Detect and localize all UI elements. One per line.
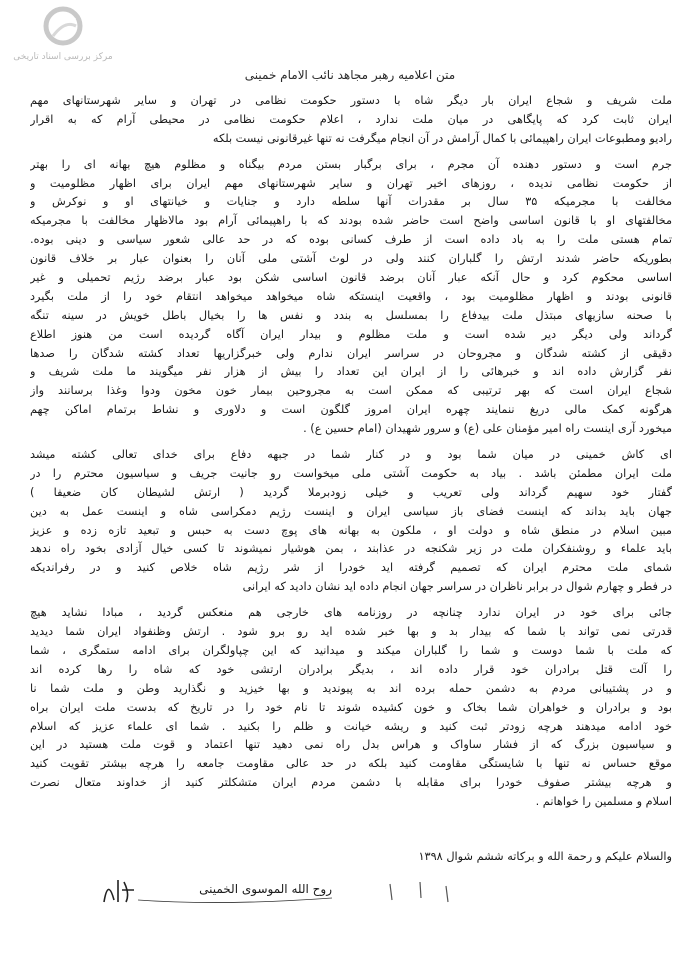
text-line: جرم است و دستور دهنده آن مجرم ، برای برگبار بستن مردم بیگناه و مظلوم هیچ بهانه ای را بهتر: [30, 157, 672, 171]
text-line: تمام هستی ملت را به باد داده است از طرف کسانی بوده که در حد عالی شعور سیاسی و دینی بوده.: [30, 233, 672, 247]
text-line: بود و برادران و خواهران شما بخاک و خون کشیده شوند تا نام خود را در تاریخ که بدست ملت ایران براه: [30, 700, 672, 714]
paragraph: [30, 446, 672, 597]
text-line: در فطر و چهارم شوال در برابر ناظران در سراسر جهان انجام داده اید نشان دادید که ایرانی: [242, 580, 672, 594]
archive-name: مرکز بررسی اسناد تاریخی: [13, 52, 113, 62]
text-line: و سیاسیون بزرگ که از فشار ساواک و هراس بدل راه نمی دهید تنها اعتماد و قوت ملت هستید در این: [30, 738, 672, 752]
text-line: شجاع ایران است که بهر ترتیبی که ممکن است به مجروحین بیمار خون مخون ودوا وغذا برسانند واز: [30, 384, 672, 398]
text-line: شمای ملت محترم ایران که تصمیم گرفته اید خودرا از شر رژیم شاه خلاص کنید و در رفراندیکه: [30, 561, 672, 575]
text-line: موقع حساس نه تنها با شایستگی مقاومت کنید بلکه در حد عالی مقاومت جامعه را هرچه بیشتر تقویت کنید: [30, 757, 672, 771]
signature-block: [100, 872, 340, 908]
text-line: جهان باید بداند که اینست فضای باز سیاسی ایران و اینست رژیم دمکراسی شاه و اینست عمل به دین: [30, 504, 672, 518]
text-line: از حکومت نظامی ندیده ، روزهای اخیر تهران و سایر شهرستانهای مهم ایران برای اظهار مظلومیت و: [30, 176, 672, 190]
paragraph: [30, 604, 672, 812]
text-line: قدرتی نمی تواند با شما که بیدار بد و بها خبر شده اید رو برو شود . ارتش وظنفواد ایران شما دیدید: [30, 625, 672, 639]
text-line: را آلت قتل برادران خود قرار داده اند ، بدیگر برادران ارتشی خود که شاه را رها کرده اند: [30, 662, 672, 676]
document-title: متن اعلامیه رهبر مجاهد نائب الامام خمینی: [244, 68, 456, 82]
text-line: که ملت با شما دوست و شما را گلباران میکند و میدانید که این چپاولگران برای ادامه ستمگری ، شما: [30, 643, 672, 657]
archive-logo-icon: [43, 6, 83, 46]
paragraph: [30, 156, 672, 439]
text-line: و در پشتیبانی مردم به دشمن حمله برده اند به پیوندید و بها خیزید و نگذارید وطن و ملت شما نا: [30, 681, 672, 695]
text-line: مخالفتهای او با قانون اساسی واضح است حاضر شده بودند که با راهپیمائی آرام بود مالاظهار مخالفت با مجرمیکه: [30, 214, 672, 228]
text-line: دقیقی از کشته شدگان و مجروحان در سراسر ایران ندارم ولی خبرگزاریها تعداد کشته شدگان را صدها: [30, 346, 672, 360]
signature-name: روح الله الموسوی الخمینی: [199, 882, 332, 896]
text-line: مبین اسلام در منطق شاه و دولت او ، ملکون به بهانه های پوچ دست به حبس و تبعید تازه زده و عزیز: [30, 523, 672, 537]
text-line: رادیو ومطبوعات ایران راهپیمائی با کمال آرامش در آن انجام میگرفت نه تنها غیرقانونی نیست بلکه: [212, 131, 672, 145]
text-line: و هرچه بیشتر صفوف خودرا برای مقابله با دشمن مردم ایران متشکلتر کنید از خداوند متعال نصرت: [30, 776, 672, 790]
document-body: [30, 92, 672, 812]
text-line: نفر گزارش داده اند و خبرهائی را از ایران این تعداد را بیش از هزار نفر میگویند ما ملت شریف و: [30, 365, 672, 379]
archive-logo: [4, 6, 122, 64]
text-line: بطوریکه حاضر شدند ارتش را گلباران کنند ولی در لوث آشتی ملی آنان را بعنوان عبار بر خلاف قانون: [30, 252, 672, 266]
text-line: ملت شریف و شجاع ایران بار دیگر شاه با دستور حکومت نظامی در تهران و سایر شهرستانهای مهم: [30, 94, 672, 107]
text-line: گرداند ولی دیگر دیر شده است و ملت مظلوم و بیدار ایران آگاه گردیده است من هنوز اطلاع: [30, 327, 672, 341]
paragraph: [30, 92, 672, 149]
closing-line: والسلام علیکم و رحمة الله و برکاته ششم شوال ۱۳۹۸: [418, 850, 672, 863]
text-line: اساسی محکوم کرد و حال آنکه عبار آنان برضد قانون اساسی شکن بود عبار برضد رژیم تحمیلی و غیر: [30, 271, 672, 285]
text-line: ایران ثابت کرد که پایگاهی در میان ملت ندارد ، اعلام حکومت نظامی در محیطی آرام که به اقرار: [30, 112, 672, 126]
text-line: مخالفت با مجرمیکه ۳۵ سال بر مقدرات آنها سلطه دارد و جنایات و خیانتهای او و نوکرش و: [30, 195, 672, 209]
text-line: قانونی بودند و اظهار مظلومیت بود ، واقعیت اینستکه شاه میخواهد میخواهد انتقام خود را از ملت بگیرد: [30, 289, 672, 303]
text-line: خود ادامه میدهند هرچه زودتر ثبت کنید و ریشه خیانت و ظلم را بکنید . شما ای علماء عزیز که اسلام: [30, 719, 672, 733]
text-line: اسلام و مسلمین را خواهانم .: [535, 795, 672, 809]
text-line: جائی برای خود در ایران ندارد چنانچه در روزنامه های خارجی هم منعکس گردید ، مبادا نشاید هیچ: [30, 606, 672, 620]
stray-marks: [380, 880, 460, 904]
text-line: گفتار خود سهیم گرداند ولی تعریب و خیلی زودبرملا گردید ( ارتش لشیطان کان ضعیفا ): [30, 485, 672, 499]
text-line: میخورد آری اینست راه امیر مؤمنان علی (ع) و سرور شهیدان (امام حسین ع) .: [303, 422, 672, 436]
text-line: ملت ایران مطمئن باشد . بیاد به حکومت آشتی ملی میخواست رو جانیت جریف و سیاسیون محترم را در: [30, 466, 672, 480]
text-line: ای کاش خمینی در میان شما بود و در کنار شما در جبهه دفاع برای خدای تعالی کشته میشد: [30, 448, 672, 462]
text-line: با صحنه سازیهای مبتذل ملت بیدفاع را بمسلسل به بندد و نفس ها را بخیال باطل خویش در سینه تنگه: [30, 308, 672, 322]
closing-section: [30, 848, 672, 867]
text-line: باید علماء و روشنفکران ملت در زیر شکنجه در عذابند ، بمن هوشیار نمیشوند تا کسی خیال آزادی بخود راه ندهد: [30, 542, 672, 556]
text-line: هرگونه کمک مالی دریغ ننمایند چهره ایران امروز گلگون است و دلاوری و نشاط برتمام اماکن چهم: [30, 403, 672, 417]
